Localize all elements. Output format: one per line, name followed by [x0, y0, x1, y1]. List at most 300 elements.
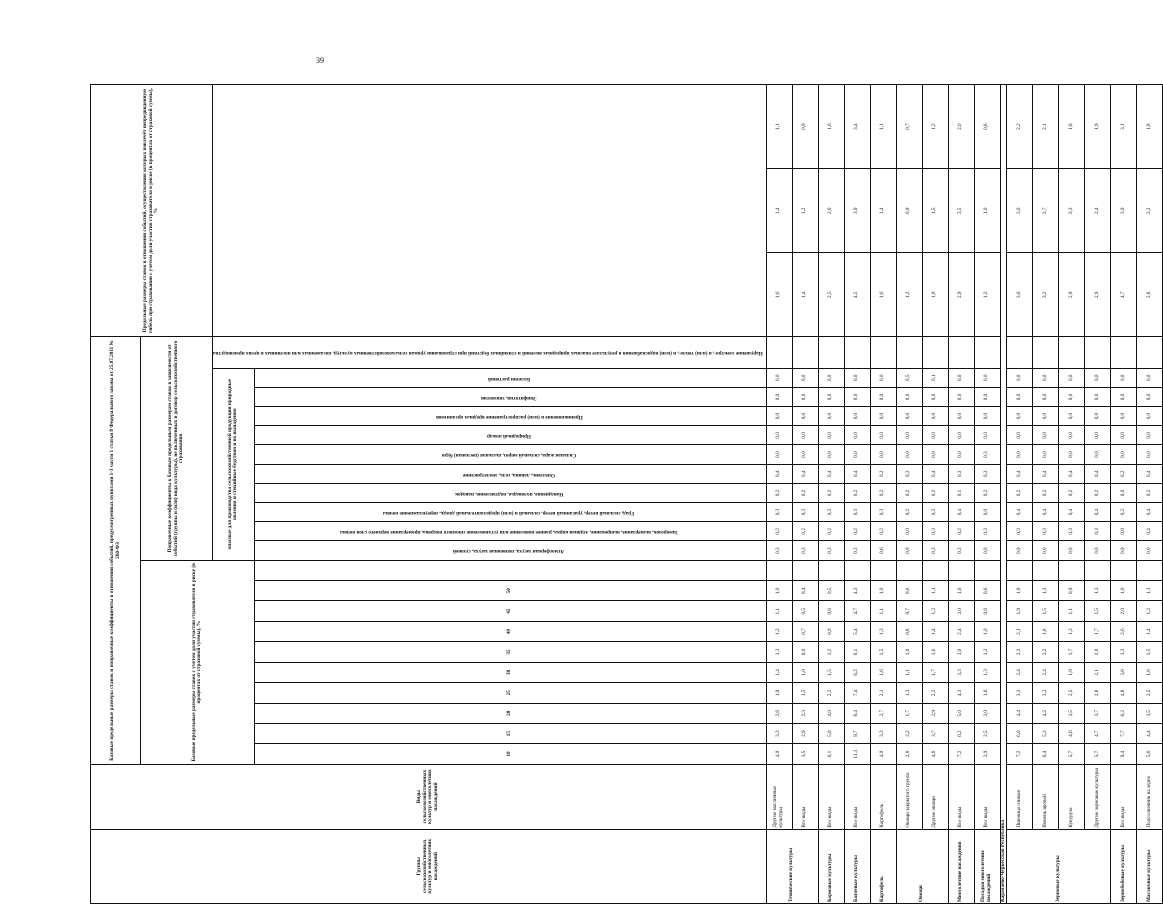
- kind-cell: Другие зерновые культуры: [1085, 764, 1111, 829]
- base-rate-cell: 7,7: [1111, 723, 1137, 743]
- kind-cell: Все виды: [844, 764, 870, 829]
- base-rate-cell: 1,2: [974, 642, 1000, 662]
- premium-rate-cell: 3,4: [844, 85, 870, 169]
- blank-cell: [766, 337, 792, 368]
- coef-cell: 0,4: [1007, 503, 1033, 522]
- col-rate-50: 50: [254, 581, 766, 601]
- coef-cell: 0,0: [922, 387, 948, 406]
- base-rate-cell: 6,1: [844, 642, 870, 662]
- coef-cell: 0,0: [870, 445, 896, 464]
- blank-cell: [870, 560, 896, 580]
- coef-cell: 0,0: [896, 445, 922, 464]
- coef-cell: 0,4: [1033, 503, 1059, 522]
- base-rate-cell: 4,0: [818, 703, 844, 723]
- premium-rate-cell: 1,6: [818, 85, 844, 169]
- base-rate-cell: 1,7: [1085, 621, 1111, 641]
- table-body: [766, 85, 1163, 904]
- coef-cell: 0,3: [922, 503, 948, 522]
- blank-cell: [792, 337, 818, 368]
- base-rate-cell: 2,0: [948, 601, 974, 621]
- base-rate-cell: 7,2: [1007, 744, 1033, 764]
- kind-cell: Пшеница озимая: [1007, 764, 1033, 829]
- coef-cell: 0,2: [1111, 464, 1137, 483]
- blank-cell: [1137, 337, 1163, 368]
- coef-cell: 0,0: [1111, 407, 1137, 426]
- base-rate-cell: 4,7: [1085, 723, 1111, 743]
- coef-cell: 0,0: [896, 541, 922, 560]
- base-rate-cell: 1,0: [870, 581, 896, 601]
- coef-cell: 0,3: [844, 541, 870, 560]
- col-event-3: Град, сильный ветер, ураганный ветер, сильный и (или) продолжительный дождь, переувлажнение почвы: [254, 503, 766, 522]
- base-rate-cell: 0,8: [896, 621, 922, 641]
- base-rate-cell: 4,8: [1111, 683, 1137, 703]
- coef-cell: 0,0: [974, 407, 1000, 426]
- col-event-5: Оползень, лавина, сель, землетрясение: [254, 464, 766, 483]
- base-rate-cell: 4,6: [1059, 723, 1085, 743]
- premium-rate-cell: 1,2: [896, 253, 922, 337]
- base-rate-cell: 3,2: [1033, 683, 1059, 703]
- coef-cell: 0,2: [818, 483, 844, 502]
- base-rate-cell: 2,2: [896, 723, 922, 743]
- base-rate-cell: 1,1: [1137, 581, 1163, 601]
- kind-cell: Подсолнечник на зерно: [1137, 764, 1163, 829]
- table-row: [1111, 85, 1137, 904]
- coef-cell: 0,0: [1137, 541, 1163, 560]
- coef-cell: 0,0: [1033, 426, 1059, 445]
- blank-cell: [974, 560, 1000, 580]
- blank-cell: [1137, 560, 1163, 580]
- coef-cell: 0,3: [792, 541, 818, 560]
- coef-cell: 0,2: [1007, 483, 1033, 502]
- premium-rate-cell: 1,6: [766, 253, 792, 337]
- coefficients-table: [90, 84, 1163, 904]
- base-rate-cell: 6,2: [844, 662, 870, 682]
- coef-cell: 0,3: [1085, 522, 1111, 541]
- coef-cell: 0,0: [1137, 368, 1163, 387]
- base-rate-cell: 1,5: [1137, 642, 1163, 662]
- col-rate-45: 45: [254, 601, 766, 621]
- table-row: [870, 85, 896, 904]
- coef-cell: 0,0: [870, 426, 896, 445]
- table-row: [922, 85, 948, 904]
- base-rate-cell: 0,9: [792, 642, 818, 662]
- base-rate-cell: 11,1: [844, 744, 870, 764]
- base-rate-cell: 3,6: [1111, 662, 1137, 682]
- coef-cell: 0,3: [974, 464, 1000, 483]
- blank-cell: [870, 337, 896, 368]
- coef-cell: 0,4: [1085, 464, 1111, 483]
- base-rate-cell: 1,1: [870, 601, 896, 621]
- base-rate-cell: 1,9: [1007, 601, 1033, 621]
- col-event-2: Заморозок, вымерзание, выпревание, ледяная корка, раннее появление или установление снежного покрова, промерзание верхнего слоя почвы: [254, 522, 766, 541]
- region-name: Карачаево-Черкесская Республика: [1000, 85, 1007, 904]
- coef-cell: 0,4: [818, 464, 844, 483]
- col-event-7: Природный пожар: [254, 426, 766, 445]
- col-event-9: Эпифитотия, эпизоотия: [254, 387, 766, 406]
- base-rate-cell: 0,7: [896, 601, 922, 621]
- base-rate-cell: 6,1: [818, 744, 844, 764]
- base-rate-cell: 1,8: [1033, 621, 1059, 641]
- coef-cell: 0,4: [1007, 464, 1033, 483]
- col-header-kind: Виды сельскохозяйственных культур и многолетних насаждений: [91, 764, 767, 829]
- coef-cell: 0,2: [948, 522, 974, 541]
- table-row: [1137, 85, 1163, 904]
- premium-rate-cell: 1,9: [922, 253, 948, 337]
- base-rate-cell: 1,3: [974, 662, 1000, 682]
- premium-rate-cell: 2,2: [1007, 85, 1033, 169]
- blank-cell: [1085, 560, 1111, 580]
- col-rate-blank: [254, 560, 766, 580]
- group-cell: Бахчевые культуры: [844, 829, 870, 903]
- base-rate-cell: 2,9: [792, 723, 818, 743]
- coef-cell: 0,0: [922, 407, 948, 426]
- coef-cell: 0,3: [1033, 522, 1059, 541]
- coef-cell: 0,2: [1111, 503, 1137, 522]
- coef-cell: 0,3: [922, 541, 948, 560]
- premium-rate-cell: 0,9: [896, 169, 922, 253]
- col-rate-30: 30: [254, 662, 766, 682]
- coef-cell: 0,4: [1137, 503, 1163, 522]
- base-rate-cell: 0,9: [1059, 581, 1085, 601]
- coef-cell: 0,0: [844, 426, 870, 445]
- base-rate-cell: 3,5: [792, 744, 818, 764]
- table-row: [818, 85, 844, 904]
- base-rate-cell: 1,8: [1007, 581, 1033, 601]
- base-rate-cell: 2,6: [766, 703, 792, 723]
- table-row: [896, 85, 922, 904]
- coef-cell: 0,9: [1111, 522, 1137, 541]
- coef-cell: 0,0: [1007, 368, 1033, 387]
- base-rate-cell: 1,3: [1085, 581, 1111, 601]
- page-number: 39: [316, 56, 324, 65]
- coef-cell: 0,4: [1137, 464, 1163, 483]
- blank-cell: [1007, 560, 1033, 580]
- col-header-events-crop: опасные для производства сельскохозяйственной продукции природные явления и стихийные бедствия и их выпадения: [213, 368, 255, 560]
- coef-cell: 0,2: [1085, 483, 1111, 502]
- coef-cell: 0,0: [1059, 407, 1085, 426]
- coef-cell: 0,0: [1033, 541, 1059, 560]
- base-rate-cell: 4,4: [1007, 703, 1033, 723]
- col-rate-25: 25: [254, 683, 766, 703]
- kind-cell: Овощи закрытого грунта: [896, 764, 922, 829]
- base-rate-cell: 6,0: [1007, 723, 1033, 743]
- col-event-4: Наводнение, половодье, подтопление, паводок: [254, 483, 766, 502]
- premium-rate-cell: 0,8: [974, 85, 1000, 169]
- col-header-basic: Базовые предельные размеры ставок с учетом доли участия страхователя в риске (в процентах от страховой суммы), %: [141, 560, 255, 764]
- col-event-8: Проникновение и (или) распространение вредных организмов: [254, 407, 766, 426]
- blank-cell: [1059, 560, 1085, 580]
- coef-cell: 0,0: [792, 368, 818, 387]
- base-rate-cell: 1,4: [766, 662, 792, 682]
- table-row: [1033, 85, 1059, 904]
- base-rate-cell: 2,9: [922, 703, 948, 723]
- base-rate-cell: 3,0: [948, 642, 974, 662]
- col-header-premium-sub: [213, 85, 767, 337]
- base-rate-cell: 1,3: [766, 642, 792, 662]
- coef-cell: 0,2: [844, 483, 870, 502]
- coef-cell: 0,2: [922, 483, 948, 502]
- blank-cell: [792, 560, 818, 580]
- coef-cell: 0,0: [1007, 387, 1033, 406]
- base-rate-cell: 9,7: [844, 723, 870, 743]
- base-rate-cell: 7,4: [844, 683, 870, 703]
- base-rate-cell: 1,3: [870, 621, 896, 641]
- coef-cell: 0,2: [766, 483, 792, 502]
- coef-cell: 0,3: [792, 503, 818, 522]
- base-rate-cell: 8,4: [844, 703, 870, 723]
- base-rate-cell: 1,1: [922, 581, 948, 601]
- coef-cell: 0,0: [896, 407, 922, 426]
- kind-cell: Все виды: [1111, 764, 1137, 829]
- base-rate-cell: 5,6: [1137, 744, 1163, 764]
- base-rate-cell: 2,5: [974, 723, 1000, 743]
- coef-cell: 0,0: [1085, 426, 1111, 445]
- premium-rate-cell: 1,1: [766, 85, 792, 169]
- table-row: [948, 85, 974, 904]
- blank-cell: [818, 560, 844, 580]
- coef-cell: 0,0: [1033, 407, 1059, 426]
- coef-cell: 0,0: [844, 407, 870, 426]
- base-rate-cell: 4,0: [766, 744, 792, 764]
- coef-cell: 0,0: [974, 503, 1000, 522]
- premium-rate-cell: 1,4: [870, 169, 896, 253]
- coef-cell: 0,0: [896, 522, 922, 541]
- coef-cell: 0,0: [974, 426, 1000, 445]
- coef-cell: 0,2: [870, 483, 896, 502]
- base-rate-cell: 1,5: [818, 662, 844, 682]
- coef-cell: 0,0: [1085, 387, 1111, 406]
- coef-cell: 0,2: [844, 522, 870, 541]
- base-rate-cell: 1,1: [896, 662, 922, 682]
- coef-cell: 0,2: [792, 483, 818, 502]
- coef-cell: 0,0: [766, 387, 792, 406]
- kind-cell: Все виды: [948, 764, 974, 829]
- table-row: [1085, 85, 1111, 904]
- blank-cell: [948, 560, 974, 580]
- coef-cell: 0,4: [922, 464, 948, 483]
- coef-cell: 0,3: [818, 503, 844, 522]
- coef-cell: 0,3: [844, 503, 870, 522]
- base-rate-cell: 2,9: [974, 744, 1000, 764]
- premium-rate-cell: 1,8: [1059, 85, 1085, 169]
- base-rate-cell: 3,3: [766, 723, 792, 743]
- base-rate-cell: 0,9: [818, 621, 844, 641]
- base-rate-cell: 2,7: [870, 703, 896, 723]
- base-rate-cell: 2,0: [974, 703, 1000, 723]
- coef-cell: 0,2: [818, 522, 844, 541]
- coef-cell: 0,0: [896, 387, 922, 406]
- table-row: [844, 85, 870, 904]
- coef-cell: 0,0: [1137, 407, 1163, 426]
- kind-cell: Все виды: [792, 764, 818, 829]
- base-rate-cell: 3,3: [870, 723, 896, 743]
- base-rate-cell: 5,0: [818, 723, 844, 743]
- premium-rate-cell: 1,8: [1137, 85, 1163, 169]
- coef-cell: 0,0: [1059, 387, 1085, 406]
- base-rate-cell: 5,7: [1059, 744, 1085, 764]
- base-rate-cell: 1,7: [922, 662, 948, 682]
- col-header-coef: Поправочные коэффициенты к базовым предельным размерам ставок в зависимости от событий (группы и (или) вида культуры), не включенных в договор сельскохозяйственного страхования: [141, 337, 213, 560]
- group-cell: Многолетние насаждения: [948, 829, 974, 903]
- premium-rate-cell: 3,0: [1007, 169, 1033, 253]
- col-header-group: Группы сельскохозяйственных культур и многолетних насаждений: [91, 829, 767, 903]
- table-row: [792, 85, 818, 904]
- coef-cell: 0,0: [974, 368, 1000, 387]
- base-rate-cell: 4,7: [844, 601, 870, 621]
- coef-cell: 0,0: [1033, 368, 1059, 387]
- base-rate-cell: 2,8: [896, 744, 922, 764]
- coef-cell: 0,3: [896, 464, 922, 483]
- base-rate-cell: 2,0: [1085, 642, 1111, 662]
- region-row: [1000, 85, 1007, 904]
- col-header-events-plant: Нарушение электро-, и (или) тепло-, и (или) водоснабжения в результате опасных природных явлений и стихийных бедствий при страховании урожая сельскохозяйственных культур, посаженных или посеянных в целях производства: [213, 337, 767, 368]
- coef-cell: 0,4: [948, 503, 974, 522]
- coef-cell: 0,0: [1111, 426, 1137, 445]
- base-rate-cell: 1,4: [1137, 621, 1163, 641]
- col-rate-10: 10: [254, 744, 766, 764]
- base-rate-cell: 4,0: [870, 744, 896, 764]
- coef-cell: 0,3: [948, 541, 974, 560]
- coef-cell: 0,0: [818, 445, 844, 464]
- group-cell: Технические культуры: [766, 829, 818, 903]
- base-rate-cell: 2,1: [1085, 662, 1111, 682]
- coef-cell: 0,0: [870, 368, 896, 387]
- blank-cell: [1059, 337, 1085, 368]
- coef-cell: 0,0: [766, 407, 792, 426]
- rotated-page-area: [90, 84, 1152, 904]
- coef-cell: 0,6: [870, 541, 896, 560]
- coef-cell: 0,0: [1085, 445, 1111, 464]
- coef-cell: 0,0: [974, 541, 1000, 560]
- base-rate-cell: 3,5: [1059, 703, 1085, 723]
- base-rate-cell: 3,3: [948, 662, 974, 682]
- coef-cell: 0,2: [870, 522, 896, 541]
- coef-cell: 0,0: [870, 387, 896, 406]
- coef-cell: 0,0: [1111, 541, 1137, 560]
- premium-rate-cell: 3,9: [844, 169, 870, 253]
- blank-cell: [1111, 560, 1137, 580]
- group-cell: Овощи: [896, 829, 948, 903]
- base-rate-cell: 0,6: [818, 601, 844, 621]
- base-rate-cell: 1,5: [870, 642, 896, 662]
- blank-cell: [896, 337, 922, 368]
- coef-cell: 0,4: [1059, 503, 1085, 522]
- coef-cell: 0,0: [1007, 407, 1033, 426]
- blank-cell: [818, 337, 844, 368]
- base-rate-cell: 4,1: [948, 683, 974, 703]
- blank-cell: [922, 337, 948, 368]
- coef-cell: 0,1: [948, 483, 974, 502]
- premium-rate-cell: 0,9: [792, 85, 818, 169]
- base-rate-cell: 2,8: [1085, 683, 1111, 703]
- premium-rate-cell: 4,5: [844, 253, 870, 337]
- base-rate-cell: 2,2: [818, 683, 844, 703]
- coef-cell: 0,0: [922, 426, 948, 445]
- base-rate-cell: 2,3: [1007, 642, 1033, 662]
- coef-cell: 0,0: [974, 387, 1000, 406]
- premium-rate-cell: 2,5: [948, 169, 974, 253]
- base-rate-cell: 2,4: [1033, 662, 1059, 682]
- col-header-premium: Предельные размеры ставок в отношении событий, осуществления которых повлечёт непредвиденную гибель при страховании с учетом доли участия страхователя в риске (в процентах от страховой суммы), %: [91, 85, 213, 337]
- coef-cell: 0,3: [948, 464, 974, 483]
- coef-cell: 0,3: [818, 541, 844, 560]
- premium-rate-cell: 3,6: [1007, 253, 1033, 337]
- coef-cell: 0,2: [974, 483, 1000, 502]
- coef-cell: 0,0: [1059, 426, 1085, 445]
- blank-cell: [844, 337, 870, 368]
- coef-cell: 0,0: [766, 426, 792, 445]
- coef-cell: 0,4: [1085, 503, 1111, 522]
- coef-cell: 0,0: [922, 445, 948, 464]
- base-rate-cell: 2,4: [948, 621, 974, 641]
- coef-cell: 0,0: [1059, 541, 1085, 560]
- coef-cell: 0,4: [766, 464, 792, 483]
- group-cell: Посадки многолетних насаждений: [974, 829, 1000, 903]
- base-rate-cell: 1,2: [1137, 601, 1163, 621]
- base-rate-cell: 5,7: [1085, 744, 1111, 764]
- table-row: [766, 85, 792, 904]
- base-rate-cell: 4,4: [1137, 723, 1163, 743]
- coef-cell: 0,0: [1085, 541, 1111, 560]
- blank-cell: [896, 560, 922, 580]
- base-rate-cell: 1,3: [1059, 621, 1085, 641]
- table-row: [1059, 85, 1085, 904]
- coef-cell: 0,0: [1007, 541, 1033, 560]
- coef-cell: 0,4: [792, 464, 818, 483]
- coef-cell: 0,0: [948, 387, 974, 406]
- col-rate-20: 20: [254, 703, 766, 723]
- base-rate-cell: 0,4: [792, 581, 818, 601]
- coef-cell: 0,0: [1111, 368, 1137, 387]
- base-rate-cell: 0,6: [896, 581, 922, 601]
- coef-cell: 0,0: [844, 387, 870, 406]
- base-rate-cell: 1,0: [792, 662, 818, 682]
- base-rate-cell: 1,1: [1059, 601, 1085, 621]
- col-rate-15: 15: [254, 723, 766, 743]
- col-event-1: Атмосферная засуха, почвенная засуха, суховей: [254, 541, 766, 560]
- coef-cell: 0,0: [1033, 387, 1059, 406]
- coef-cell: 0,3: [870, 503, 896, 522]
- base-rate-cell: 3,3: [1007, 683, 1033, 703]
- base-rate-cell: 3,5: [1137, 703, 1163, 723]
- premium-rate-cell: 0,7: [896, 85, 922, 169]
- kind-cell: Все виды: [974, 764, 1000, 829]
- coef-cell: 0,2: [1059, 483, 1085, 502]
- coef-cell: 0,2: [766, 522, 792, 541]
- coef-cell: 0,0: [948, 368, 974, 387]
- kind-cell: Другие масличные культуры: [766, 764, 792, 829]
- base-rate-cell: 1,4: [922, 621, 948, 641]
- coefficients-table-wrapper: [90, 84, 1152, 904]
- base-rate-cell: 6,2: [1111, 703, 1137, 723]
- premium-rate-cell: 4,7: [1111, 253, 1137, 337]
- coef-cell: 0,0: [1085, 407, 1111, 426]
- base-rate-cell: 1,6: [1137, 662, 1163, 682]
- kind-cell: Кукуруза: [1059, 764, 1085, 829]
- base-rate-cell: 4,2: [1033, 703, 1059, 723]
- base-rate-cell: 1,2: [922, 601, 948, 621]
- col-rate-35: 35: [254, 642, 766, 662]
- coef-cell: 0,0: [948, 445, 974, 464]
- base-rate-cell: 1,6: [870, 662, 896, 682]
- blank-cell: [1111, 337, 1137, 368]
- premium-rate-cell: 2,9: [1059, 253, 1085, 337]
- base-rate-cell: 2,3: [792, 703, 818, 723]
- base-rate-cell: 3,7: [1085, 703, 1111, 723]
- premium-rate-cell: 2,7: [1033, 169, 1059, 253]
- premium-rate-cell: 1,2: [974, 253, 1000, 337]
- blank-cell: [1007, 337, 1033, 368]
